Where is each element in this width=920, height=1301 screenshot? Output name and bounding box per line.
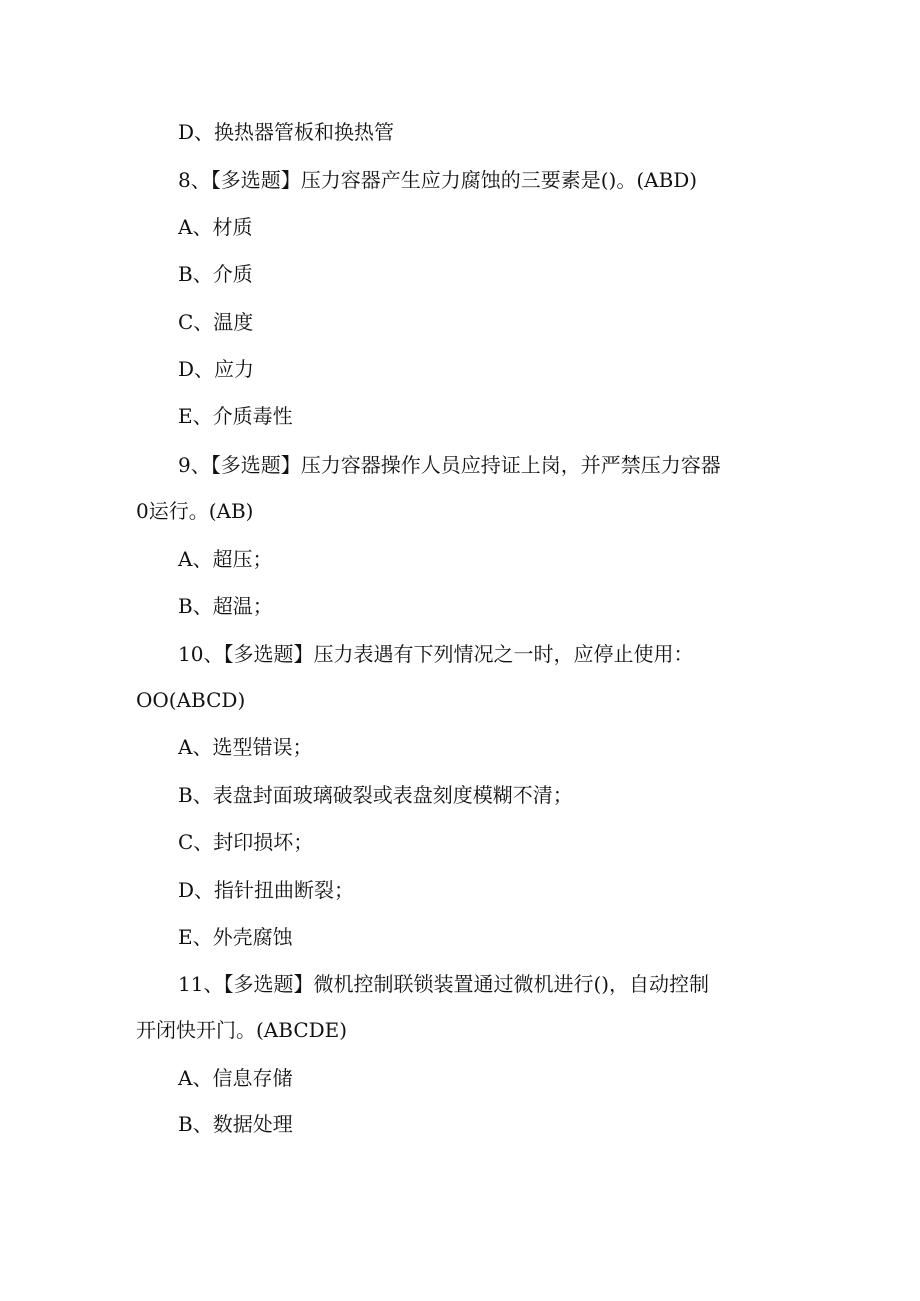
option-e-q10: E、外壳腐蚀 <box>178 925 293 949</box>
option-b-q10: B、表盘封面玻璃破裂或表盘刻度模糊不清； <box>178 783 573 807</box>
option-a-q9: A、超压； <box>178 547 273 571</box>
option-b-q11: B、数据处理 <box>178 1112 293 1136</box>
question-10-continued: OO(ABCD) <box>136 688 246 712</box>
question-10: 10、【多选题】压力表遇有下列情况之一时，应停止使用： <box>178 642 694 666</box>
option-c-q8: C、温度 <box>178 310 254 334</box>
question-9-continued: 0运行。(AB) <box>136 499 254 523</box>
question-9: 9、【多选题】压力容器操作人员应持证上岗，并严禁压力容器 <box>178 453 721 477</box>
option-a-q11: A、信息存储 <box>178 1066 293 1090</box>
option-a-q8: A、材质 <box>178 215 253 239</box>
option-c-q10: C、封印损坏； <box>178 830 314 854</box>
option-d-q8: D、应力 <box>178 357 255 381</box>
question-11: 11、【多选题】微机控制联锁装置通过微机进行()，自动控制 <box>178 972 710 996</box>
option-b-q9: B、超温； <box>178 594 273 618</box>
option-b-q8: B、介质 <box>178 262 253 286</box>
option-d-q7: D、换热器管板和换热管 <box>178 120 395 144</box>
option-e-q8: E、介质毒性 <box>178 404 293 428</box>
question-11-continued: 开闭快开门。(ABCDE) <box>136 1018 348 1042</box>
option-a-q10: A、选型错误； <box>178 735 313 759</box>
question-8: 8、【多选题】压力容器产生应力腐蚀的三要素是()。(ABD) <box>178 168 698 192</box>
option-d-q10: D、指针扭曲断裂； <box>178 878 355 902</box>
